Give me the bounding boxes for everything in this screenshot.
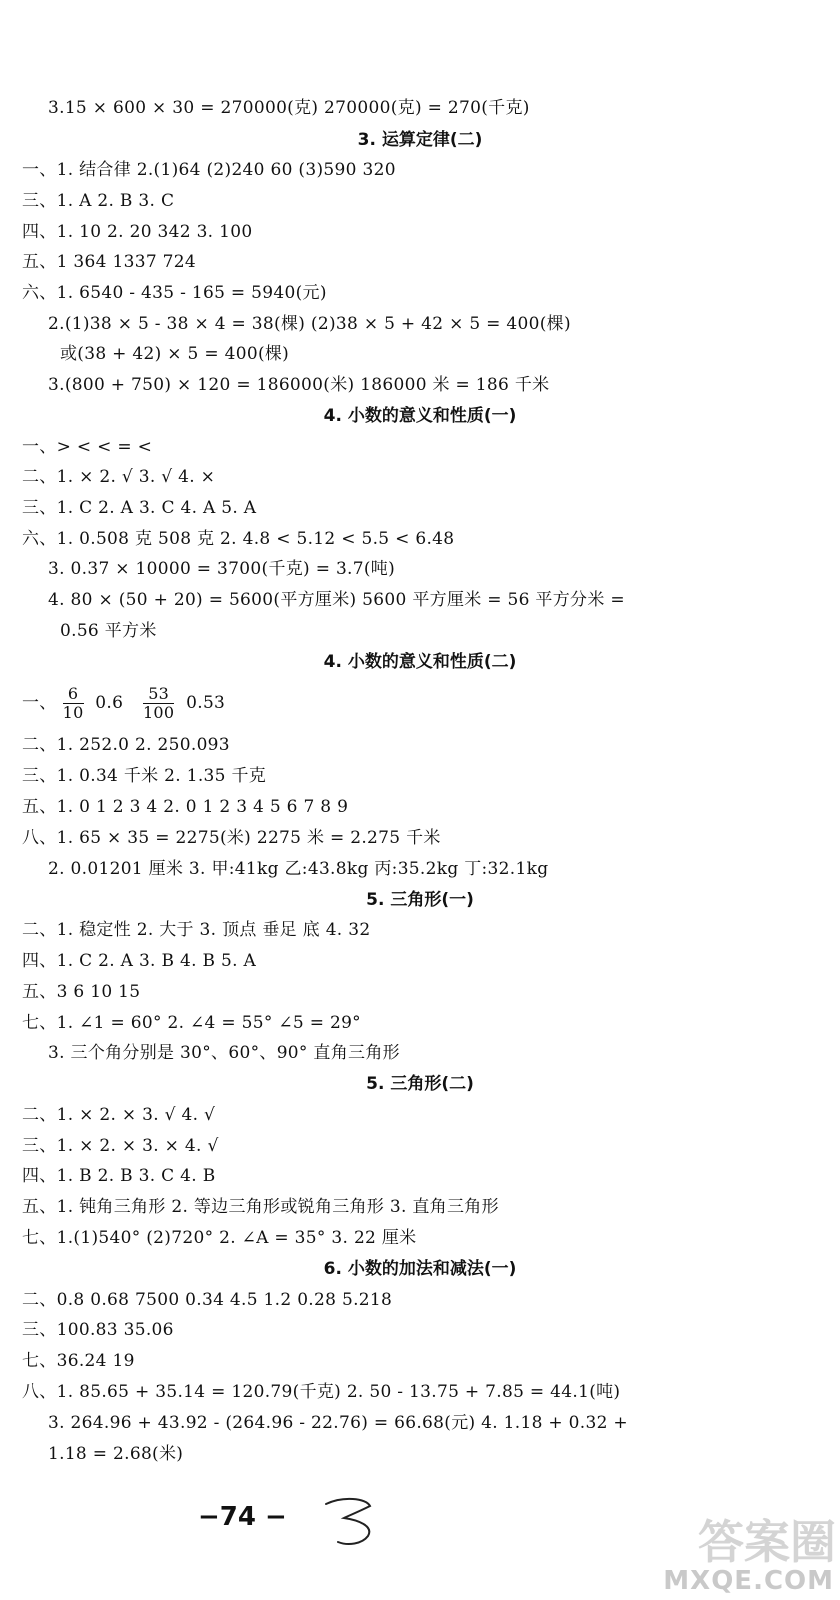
answer-line: 一、1. 结合律 2.(1)64 (2)240 60 (3)590 320 <box>22 160 396 180</box>
answer-line: 四、1. B 2. B 3. C 4. B <box>22 1166 216 1186</box>
answer-line: 七、1.(1)540° (2)720° 2. ∠A = 35° 3. 22 厘米 <box>22 1228 417 1248</box>
answer-line: 二、1. × 2. √ 3. √ 4. × <box>22 467 216 487</box>
answer-line: 二、1. 252.0 2. 250.093 <box>22 735 230 755</box>
fraction-answer-line <box>22 683 225 723</box>
answer-line: 4. 80 × (50 + 20) = 5600(平方厘米) 5600 平方厘米 = 56 平方分米 = <box>48 590 625 610</box>
question-number: 一、 <box>22 693 57 713</box>
decimal-value: 0.6 <box>95 693 124 713</box>
answer-line: 五、3 6 10 15 <box>22 982 141 1002</box>
watermark-site: MXQE.COM <box>663 1566 834 1596</box>
section-heading-decimals-2: 4. 小数的意义和性质(二) <box>323 652 517 672</box>
section-heading-operation-laws-2: 3. 运算定律(二) <box>357 130 483 150</box>
page-number: −74 − <box>198 1502 287 1532</box>
answer-line: 二、1. 稳定性 2. 大于 3. 顶点 垂足 底 4. 32 <box>22 920 371 940</box>
answer-line: 五、1. 0 1 2 3 4 2. 0 1 2 3 4 5 6 7 8 9 <box>22 797 349 817</box>
answer-line: 二、0.8 0.68 7500 0.34 4.5 1.2 0.28 5.218 <box>22 1290 393 1310</box>
answer-line: 三、100.83 35.06 <box>22 1320 174 1340</box>
watermark <box>604 1506 840 1600</box>
answer-line: 3. 0.37 × 10000 = 3700(千克) = 3.7(吨) <box>48 559 396 579</box>
answer-line: 0.56 平方米 <box>60 621 157 641</box>
answer-line: 2.(1)38 × 5 - 38 × 4 = 38(棵) (2)38 × 5 + 42 × 5 = 400(棵) <box>48 314 571 334</box>
answer-line: 2. 0.01201 厘米 3. 甲:41kg 乙:43.8kg 丙:35.2kg 丁:32.1kg <box>48 859 549 879</box>
section-heading-decimal-add-sub-1: 6. 小数的加法和减法(一) <box>323 1259 517 1279</box>
answer-line: 一、> < < = < <box>22 437 153 457</box>
answer-line: 1.18 = 2.68(米) <box>48 1444 184 1464</box>
handwritten-scribble <box>318 1490 388 1550</box>
answer-line: 五、1. 钝角三角形 2. 等边三角形或锐角三角形 3. 直角三角形 <box>22 1197 499 1217</box>
decimal-value: 0.53 <box>186 693 226 713</box>
answer-line: 四、1. C 2. A 3. B 4. B 5. A <box>22 951 257 971</box>
answer-line: 五、1 364 1337 724 <box>22 252 196 272</box>
answer-line: 3. 三个角分别是 30°、60°、90° 直角三角形 <box>48 1043 400 1063</box>
answer-line: 三、1. A 2. B 3. C <box>22 191 175 211</box>
answer-line: 3.(800 + 750) × 120 = 186000(米) 186000 米 = 186 千米 <box>48 375 550 395</box>
answer-line: 3.15 × 600 × 30 = 270000(克) 270000(克) = 270(千克) <box>48 98 530 118</box>
answer-line: 六、1. 0.508 克 508 克 2. 4.8 < 5.12 < 5.5 < 6.48 <box>22 529 455 549</box>
answer-line: 七、36.24 19 <box>22 1351 135 1371</box>
answer-line: 或(38 + 42) × 5 = 400(棵) <box>60 344 290 364</box>
section-heading-triangles-2: 5. 三角形(二) <box>366 1074 474 1094</box>
answer-line: 三、1. 0.34 千米 2. 1.35 千克 <box>22 766 267 786</box>
answer-line: 八、1. 65 × 35 = 2275(米) 2275 米 = 2.275 千米 <box>22 828 441 848</box>
answer-line: 3. 264.96 + 43.92 - (264.96 - 22.76) = 66.68(元) 4. 1.18 + 0.32 + <box>48 1413 628 1433</box>
section-heading-decimals-1: 4. 小数的意义和性质(一) <box>323 406 517 426</box>
answer-line: 三、1. × 2. × 3. × 4. √ <box>22 1136 219 1156</box>
answer-line: 二、1. × 2. × 3. √ 4. √ <box>22 1105 216 1125</box>
answer-line: 八、1. 85.65 + 35.14 = 120.79(千克) 2. 50 - 13.75 + 7.85 = 44.1(吨) <box>22 1382 621 1402</box>
section-heading-triangles-1: 5. 三角形(一) <box>366 890 474 910</box>
answer-line: 四、1. 10 2. 20 342 3. 100 <box>22 222 253 242</box>
fraction-6-10: $\frac{6}{10}$ <box>62 684 84 722</box>
answer-line: 三、1. C 2. A 3. C 4. A 5. A <box>22 498 257 518</box>
fraction-53-100: $\frac{53}{100}$ <box>142 684 175 722</box>
watermark-logo: 答案圈 <box>698 1515 836 1569</box>
answer-line: 六、1. 6540 - 435 - 165 = 5940(元) <box>22 283 327 303</box>
answer-line: 七、1. ∠1 = 60° 2. ∠4 = 55° ∠5 = 29° <box>22 1013 361 1033</box>
